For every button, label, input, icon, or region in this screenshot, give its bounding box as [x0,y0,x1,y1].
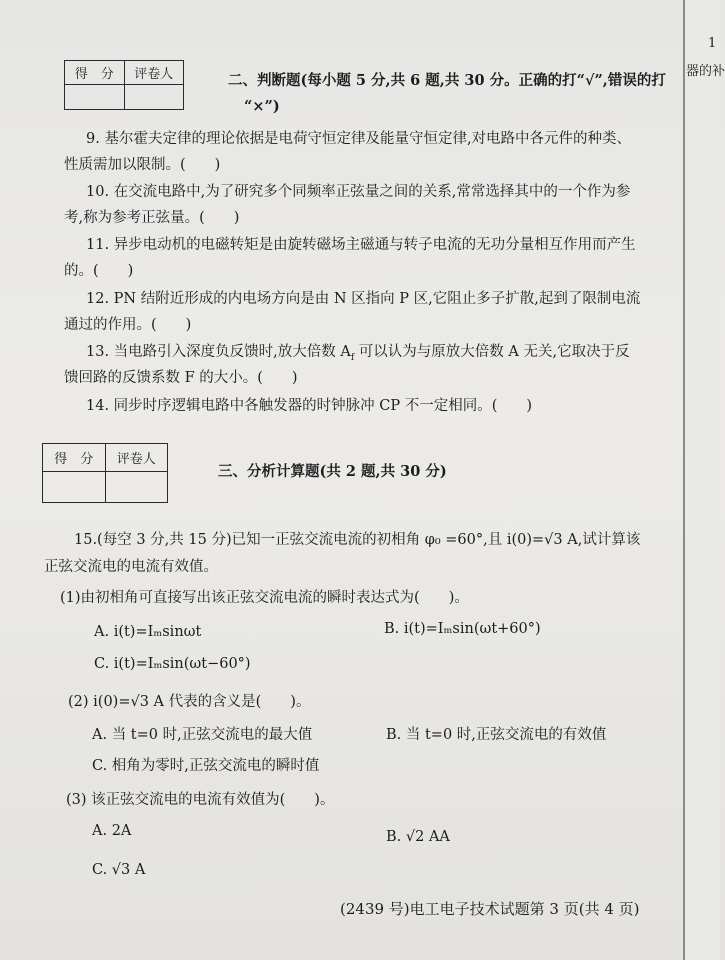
adjacent-page-edge [685,0,720,960]
q15-part1-option-b: B. i(t)=Iₘsin(ωt+60°) [384,621,541,637]
grader-label: 评卷人 [124,61,184,85]
q15-part2-option-a: A. 当 t=0 时,正弦交流电的最大值 [92,727,313,743]
q15-part3-prompt: (3) 该正弦交流电的电流有效值为( )。 [66,792,335,808]
score-label: 得 分 [43,444,106,472]
question-13-line2: 馈回路的反馈系数 F 的大小。( ) [64,370,298,386]
question-9-line1: 9. 基尔霍夫定律的理论依据是电荷守恒定律及能量守恒定律,对电路中各元件的种类、 [86,131,632,147]
adjacent-page-fragment: 器的补 [686,64,725,79]
section2-title-line1: 二、判断题(每小题 5 分,共 6 题,共 30 分。正确的打“√”,错误的打 [228,72,666,89]
score-box-section2 [64,60,184,110]
score-label: 得 分 [65,61,125,85]
q15-part2-option-c: C. 相角为零时,正弦交流电的瞬时值 [92,758,320,774]
question-15-line1: 15.(每空 3 分,共 15 分)已知一正弦交流电流的初相角 φ₀ =60°,且 i(0)=√3 A,试计算该 [74,532,641,548]
question-14-line1: 14. 同步时序逻辑电路中各触发器的时钟脉冲 CP 不一定相同。( ) [86,398,533,414]
question-12-line2: 通过的作用。( ) [64,317,192,333]
score-box-section3 [42,443,168,503]
q15-part1-prompt: (1)由初相角可直接写出该正弦交流电流的瞬时表达式为( )。 [60,590,469,606]
page-footer: (2439 号)电工电子技术试题第 3 页(共 4 页) [340,900,640,918]
question-15-line2: 正弦交流电的电流有效值。 [44,559,218,575]
question-11-line2: 的。( ) [64,263,134,279]
question-13-text-tail: 可以认为与原放大倍数 A 无关,它取决于反 [354,344,630,360]
score-field [65,85,125,110]
grader-field [124,85,184,110]
adjacent-page-fragment-top: 1 [708,36,717,51]
q15-part1-option-a: A. i(t)=Iₘsinωt [94,624,202,640]
question-10-line2: 考,称为参考正弦量。( ) [64,210,240,226]
question-13-line1 [86,344,630,364]
question-9-line2: 性质需加以限制。( ) [64,157,221,173]
q15-part1-option-c: C. i(t)=Iₘsin(ωt−60°) [94,656,251,672]
q15-part3-option-b: B. √2 AA [386,829,450,845]
score-field [43,472,106,503]
q15-part2-option-b: B. 当 t=0 时,正弦交流电的有效值 [386,727,607,743]
q15-part3-option-c: C. √3 A [92,862,146,878]
question-12-line1: 12. PN 结附近形成的内电场方向是由 N 区指向 P 区,它阻止多子扩散,起到了限制电流 [86,291,641,307]
question-11-line1: 11. 异步电动机的电磁转矩是由旋转磁场主磁通与转子电流的无功分量相互作用而产生 [86,237,636,253]
q15-part3-option-a: A. 2A [92,823,132,839]
q15-part2-prompt: (2) i(0)=√3 A 代表的含义是( )。 [68,694,311,710]
question-13-subscript: f [350,352,355,363]
grader-field [105,472,168,503]
section3-title: 三、分析计算题(共 2 题,共 30 分) [218,463,447,480]
grader-label: 评卷人 [105,444,168,472]
question-13-text: 13. 当电路引入深度负反馈时,放大倍数 A [86,344,351,360]
page-fold-line [683,0,685,960]
question-10-line1: 10. 在交流电路中,为了研究多个同频率正弦量之间的关系,常常选择其中的一个作为参 [86,184,631,200]
section2-title-line2: “×”) [244,98,280,115]
